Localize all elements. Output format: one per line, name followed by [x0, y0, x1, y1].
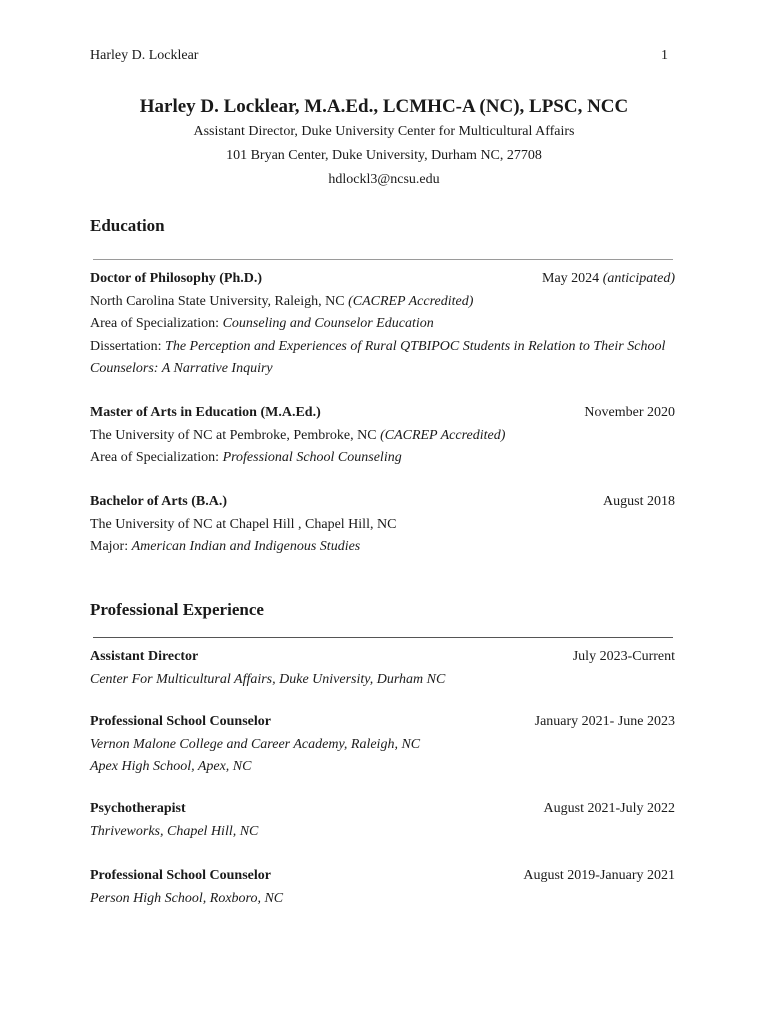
job-date: July 2023-Current — [572, 649, 675, 664]
major-value: American Indian and Indigenous Studies — [131, 539, 361, 554]
job-date: August 2019-January 2021 — [523, 868, 675, 883]
dissertation-label: Dissertation: — [90, 338, 162, 354]
accreditation: (CACREP Accredited) — [380, 427, 506, 443]
degree-date: May 2024 (anticipated) — [542, 271, 675, 286]
page-number: 1 — [661, 48, 668, 63]
experience-entry — [90, 646, 675, 691]
degree-title: Doctor of Philosophy (Ph.D.) — [90, 271, 263, 286]
education-entry-ba — [90, 491, 675, 559]
job-date: January 2021- June 2023 — [534, 714, 675, 729]
candidate-name: Harley D. Locklear, M.A.Ed., LCMHC-A (NC), LPSC, NCC — [139, 96, 629, 117]
school-name: North Carolina State University, Raleigh, NC — [90, 293, 345, 309]
experience-divider — [93, 637, 673, 638]
education-entry-maed — [90, 402, 675, 470]
job-date: August 2021-July 2022 — [543, 801, 675, 816]
job-organization: Vernon Malone College and Career Academy, Raleigh, NC — [90, 736, 421, 752]
accreditation: (CACREP Accredited) — [348, 293, 474, 309]
specialization-label: Area of Specialization: — [90, 316, 220, 331]
school-name: The University of NC at Pembroke, Pembroke, NC — [90, 427, 377, 443]
experience-entry — [90, 798, 675, 843]
experience-entry — [90, 865, 675, 910]
contact-block — [0, 94, 768, 192]
job-role: Psychotherapist — [90, 801, 186, 816]
current-title: Assistant Director, Duke University Center for Multicultural Affairs — [193, 124, 575, 139]
job-role: Professional School Counselor — [90, 868, 271, 883]
education-heading: Education — [90, 216, 165, 235]
dissertation-title-line2: Counselors: A Narrative Inquiry — [90, 361, 273, 376]
running-header-name: Harley D. Locklear — [90, 48, 199, 63]
degree-date: August 2018 — [603, 494, 675, 509]
major-label: Major: — [90, 539, 129, 554]
school-name: The University of NC at Chapel Hill , Chapel Hill, NC — [90, 516, 397, 532]
education-divider — [93, 259, 673, 260]
job-organization: Center For Multicultural Affairs, Duke University, Durham NC — [90, 671, 446, 687]
dissertation-title-line1: The Perception and Experiences of Rural QTBIPOC Students in Relation to Their School — [165, 338, 666, 354]
job-organization-secondary: Apex High School, Apex, NC — [90, 759, 252, 774]
job-organization: Thriveworks, Chapel Hill, NC — [90, 823, 259, 839]
degree-title: Master of Arts in Education (M.A.Ed.) — [90, 405, 321, 420]
experience-entry — [90, 711, 675, 779]
job-organization: Person High School, Roxboro, NC — [90, 890, 284, 906]
email[interactable]: hdlockl3@ncsu.edu — [328, 172, 440, 187]
experience-heading: Professional Experience — [90, 600, 264, 619]
degree-date: November 2020 — [584, 405, 675, 420]
job-role: Assistant Director — [90, 649, 199, 664]
specialization-value: Professional School Counseling — [222, 450, 402, 465]
specialization-value: Counseling and Counselor Education — [222, 316, 434, 331]
specialization-label: Area of Specialization: — [90, 450, 220, 465]
running-header — [90, 48, 668, 64]
job-role: Professional School Counselor — [90, 714, 271, 729]
degree-title: Bachelor of Arts (B.A.) — [90, 494, 227, 509]
address: 101 Bryan Center, Duke University, Durham NC, 27708 — [226, 148, 542, 163]
education-entry-phd — [90, 268, 675, 381]
